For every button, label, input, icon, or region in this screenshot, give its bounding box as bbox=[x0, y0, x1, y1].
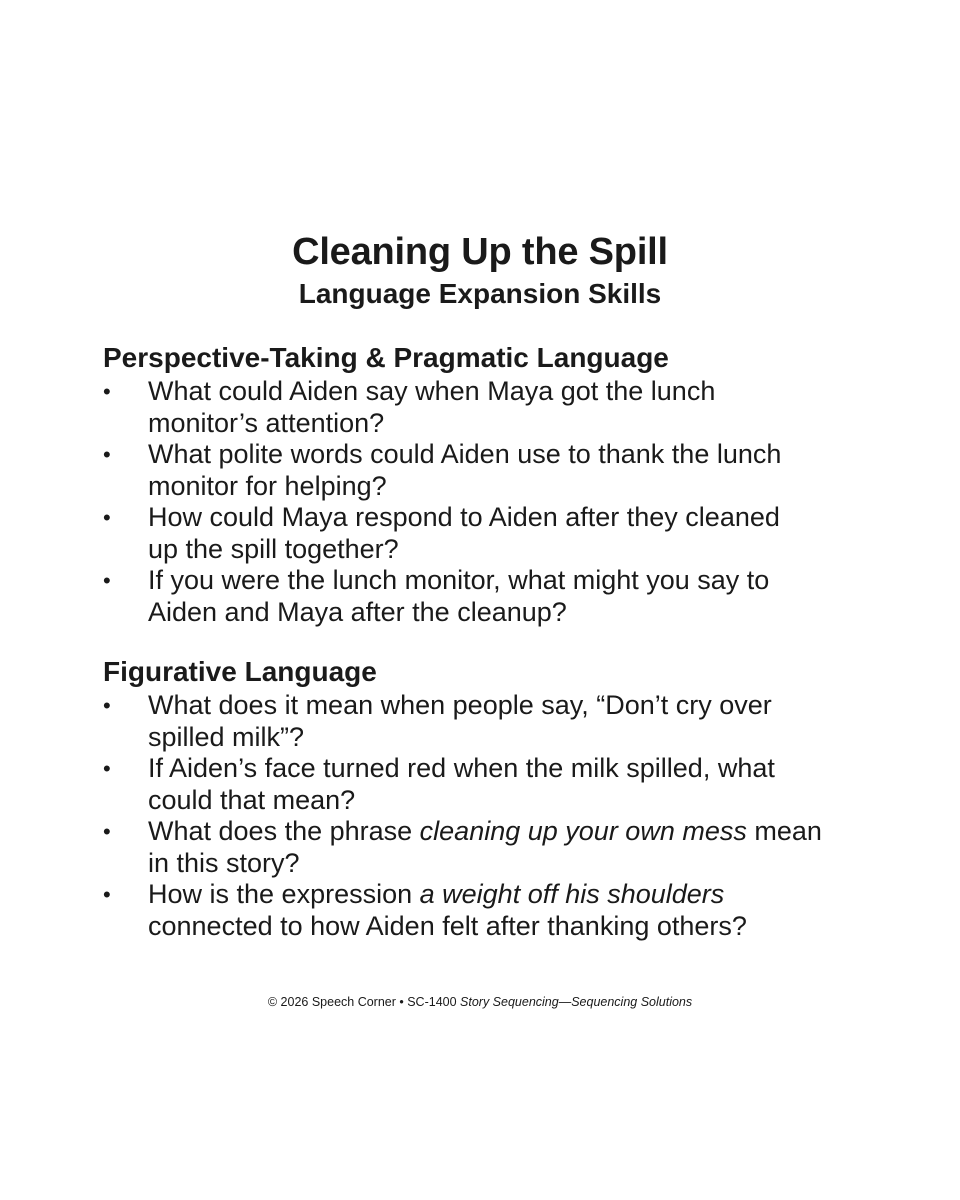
list-item bbox=[103, 816, 878, 879]
bullet-icon: • bbox=[103, 756, 111, 781]
question-line: up the spill together? bbox=[148, 533, 399, 564]
bullet-icon: • bbox=[103, 568, 111, 593]
section-heading: Perspective-Taking & Pragmatic Language bbox=[103, 342, 669, 373]
list-item bbox=[103, 502, 878, 565]
bullet-icon: • bbox=[103, 693, 111, 718]
question-line bbox=[148, 816, 878, 848]
question-line: If you were the lunch monitor, what might you say to bbox=[148, 565, 770, 595]
bullet-icon: • bbox=[103, 442, 111, 467]
question-line: What polite words could Aiden use to thank the lunch bbox=[148, 439, 782, 469]
section-perspective-taking bbox=[103, 340, 923, 628]
product-title: Story Sequencing—Sequencing Solutions bbox=[460, 995, 693, 1009]
question-line: monitor for helping? bbox=[148, 470, 387, 501]
question-line: What could Aiden say when Maya got the lunch bbox=[148, 376, 716, 406]
list-item bbox=[103, 376, 878, 439]
list-item bbox=[103, 753, 878, 816]
question-text: mean bbox=[746, 816, 822, 846]
list-item bbox=[103, 565, 878, 628]
question-line: connected to how Aiden felt after thanking others? bbox=[148, 910, 747, 941]
question-list bbox=[103, 690, 923, 942]
question-text: What does the phrase bbox=[148, 816, 420, 846]
list-item bbox=[103, 690, 878, 753]
section-heading: Figurative Language bbox=[103, 656, 377, 687]
question-line: in this story? bbox=[148, 847, 300, 878]
section-figurative-language bbox=[103, 654, 923, 942]
bullet-icon: • bbox=[103, 819, 111, 844]
question-line: spilled milk”? bbox=[148, 721, 305, 752]
bullet-icon: • bbox=[103, 379, 111, 404]
italic-phrase: a weight off his shoulders bbox=[419, 879, 725, 909]
copyright-text: © 2026 Speech Corner • SC-1400 bbox=[267, 995, 461, 1009]
question-line: How could Maya respond to Aiden after they cleaned bbox=[148, 502, 780, 532]
question-line: If Aiden’s face turned red when the milk spilled, what bbox=[148, 753, 775, 783]
list-item bbox=[103, 879, 878, 942]
copyright-footer bbox=[0, 993, 960, 1011]
question-list bbox=[103, 376, 923, 628]
bullet-icon: • bbox=[103, 882, 111, 907]
page-header bbox=[0, 228, 960, 312]
question-line bbox=[148, 879, 878, 911]
bullet-icon: • bbox=[103, 505, 111, 530]
page-subtitle: Language Expansion Skills bbox=[298, 278, 662, 309]
question-line: monitor’s attention? bbox=[148, 407, 385, 438]
page-title: Cleaning Up the Spill bbox=[292, 231, 668, 273]
list-item bbox=[103, 439, 878, 502]
italic-phrase: cleaning up your own mess bbox=[419, 816, 747, 846]
question-line: What does it mean when people say, “Don’t cry over bbox=[148, 690, 772, 720]
question-text: How is the expression bbox=[148, 879, 420, 909]
question-line: could that mean? bbox=[148, 784, 356, 815]
question-line: Aiden and Maya after the cleanup? bbox=[148, 596, 567, 627]
